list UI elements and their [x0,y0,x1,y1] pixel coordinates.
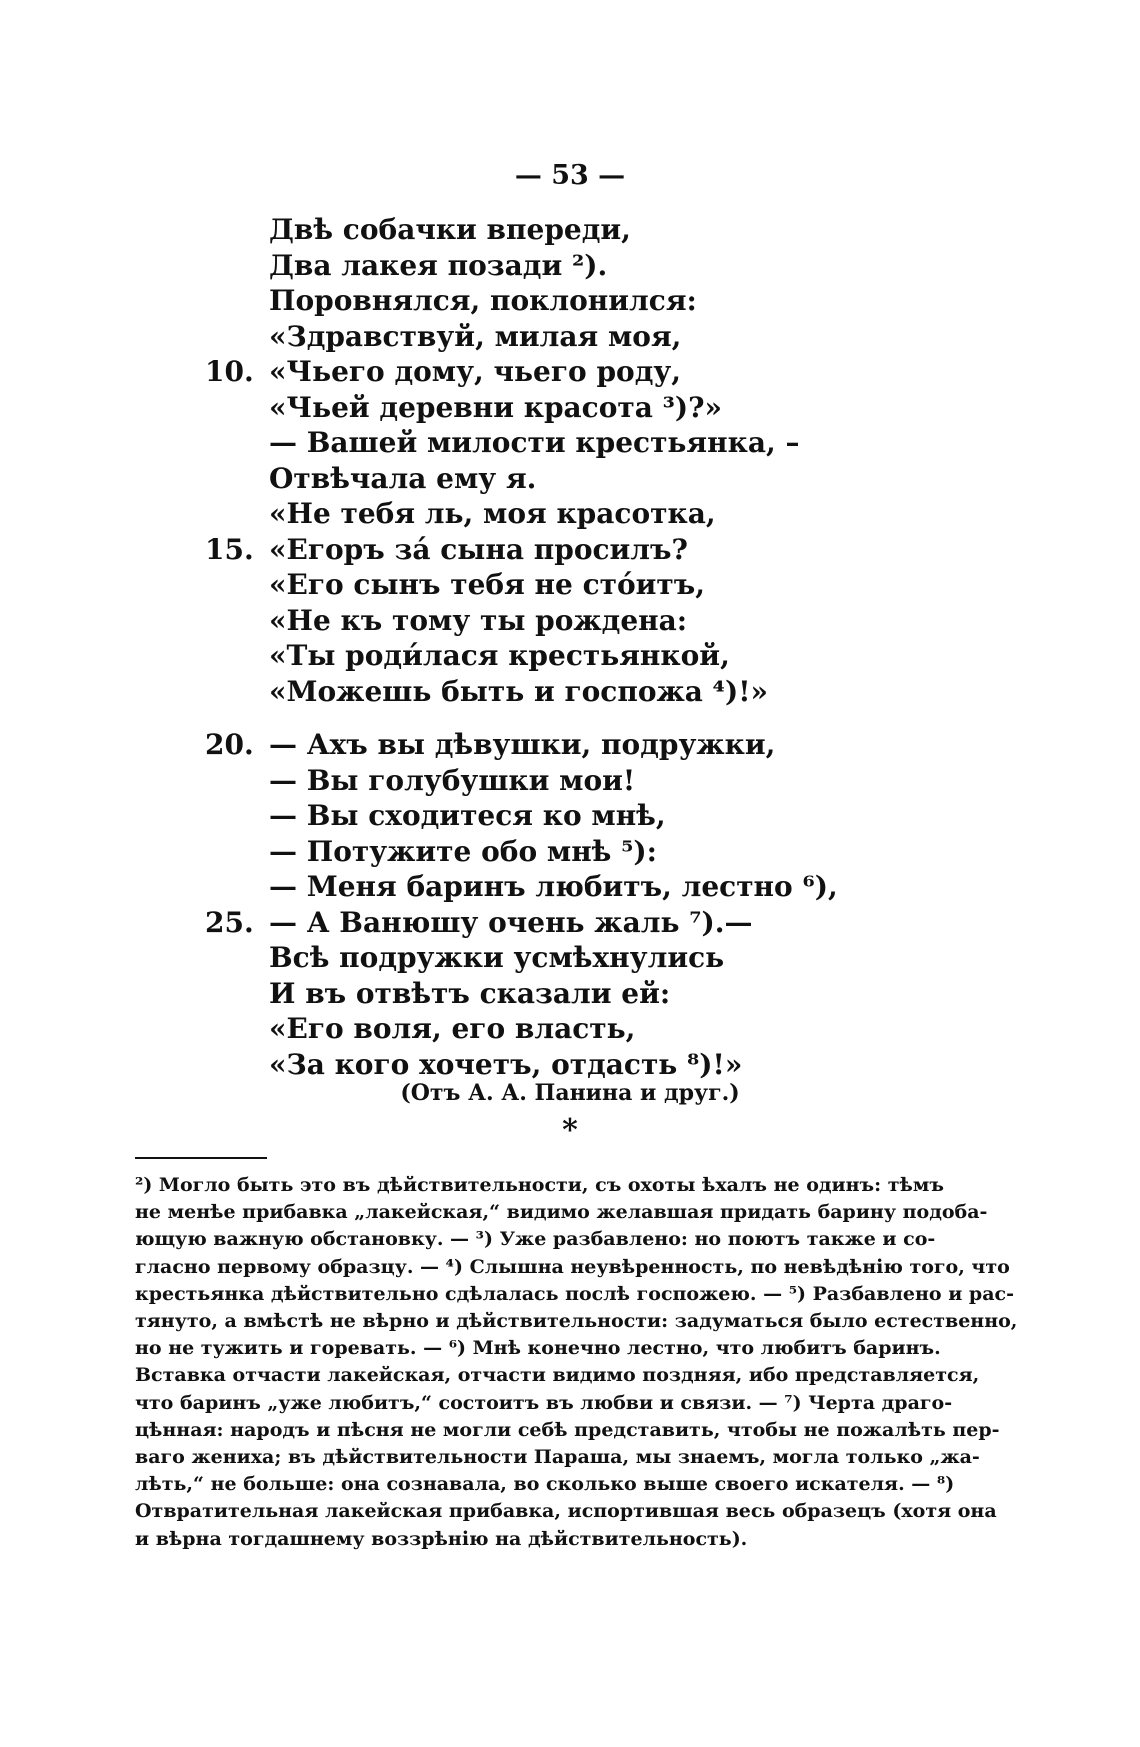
verse-line [205,869,838,905]
verse-line [205,319,725,355]
footnote-line: и вѣрна тогдашнему воззрѣнію на дѣйствительность). [135,1527,748,1550]
verse-line [205,905,753,941]
verse-text: «Его воля, его власть, [269,1012,636,1045]
verse-text: — А Ванюшу очень жаль ⁷).— [269,905,753,939]
line-number: 15. [205,532,254,566]
verse-text: «Его сынъ тебя не сто́итъ, [269,568,706,601]
section-separator: * [562,1113,578,1148]
verse-text: И въ отвѣтъ сказали ей: [269,976,671,1010]
footnote-line: ющую важную обстановку. — ³) Уже разбавлено: но поютъ также и со- [135,1228,936,1251]
verse-text: — Вашей милости крестьянка, – [269,426,800,459]
line-number: 25. [205,905,254,939]
footnote-line: лѣть,“ не больше: она сознавала, во сколько выше своего искателя. — ⁸) [135,1473,955,1496]
verse-line [205,674,768,710]
stanza [205,727,838,1082]
verse-line [205,461,725,497]
verse-line [205,763,725,799]
footnote-line: Отвратительная лакейская прибавка, испортившая весь образецъ (хотя она [135,1500,997,1523]
footnote-line: но не тужить и горевать. — ⁶) Мнѣ конечно лестно, что любитъ баринъ. [135,1337,941,1360]
footnote-rule [135,1157,267,1159]
verse-text: Два лакея позади ²). [269,248,608,282]
verse-line [205,940,725,976]
footnote-line: ²) Могло быть это въ дѣйствительности, съ охоты ѣхалъ не одинъ: тѣмъ [135,1174,944,1196]
verse-line [205,212,725,248]
verse-line [205,567,725,603]
source-attribution: (Отъ А. А. Панина и друг.) [400,1080,740,1106]
footnote-line: цѣнная: народъ и пѣсня не могли себѣ представить, чтобы не пожалѣть пер- [135,1418,1000,1441]
verse-text: Поровнялся, поклонился: [269,284,697,317]
verse-text: Отвѣчала ему я. [269,461,537,495]
footnote-line: гласно первому образцу. — ⁴) Слышна неувѣренность, по невѣдѣнію того, что [135,1255,1010,1278]
poem [205,212,838,1082]
footnote-line: что баринъ „уже любитъ,“ состоитъ въ любви и связи. — ⁷) Черта драго- [135,1391,953,1414]
verse-text: — Меня баринъ любитъ, лестно ⁶), [269,870,838,903]
verse-text: «Здравствуй, милая моя, [269,319,682,353]
verse-text: «Егоръ за́ сына просилъ? [269,532,688,566]
verse-line [205,425,800,461]
verse-text: — Вы голубушки мои! [269,763,636,797]
verse-line [205,390,725,426]
verse-text: Всѣ подружки усмѣхнулись [269,941,725,974]
footnote-line: тянуто, а вмѣстѣ не вѣрно и дѣйствительности: задуматься было естественно, [135,1310,1018,1333]
verse-text: «Ты роди́лася крестьянкой, [269,639,730,672]
verse-text: «Не тебя ль, моя красотка, [269,497,716,530]
verse-line [205,354,725,390]
verse-text: «За кого хочетъ, отдасть ⁸)!» [269,1047,743,1081]
footnote-line: Вставка отчасти лакейская, отчасти видимо поздняя, ибо представляется, [135,1364,980,1387]
verse-line [205,834,725,870]
verse-line [205,798,725,834]
verse-line [205,727,776,763]
verse-text: «Можешь быть и госпожа ⁴)!» [269,674,768,708]
verse-line [205,532,725,568]
stanza [205,212,800,709]
verse-line [205,1011,725,1047]
footnote-line: крестьянка дѣйствительно сдѣлалась послѣ госпожею. — ⁵) Разбавлено и рас- [135,1282,1014,1305]
verse-line [205,603,725,639]
verse-line [205,1047,743,1083]
verse-line [205,248,725,284]
verse-text: Двѣ собачки впереди, [269,213,631,246]
footnote-line: ваго жениха; въ дѣйствительности Параша, мы знаемъ, могла только „жа- [135,1446,980,1469]
verse-text: — Ахъ вы дѣвушки, подружки, [269,728,776,761]
footnotes [135,1172,1018,1553]
footnote-line: не менѣе прибавка „лакейская,“ видимо желавшая придать барину подоба- [135,1201,988,1224]
verse-text: — Вы сходитеся ко мнѣ, [269,799,666,832]
verse-line [205,976,725,1012]
verse-text: «Чьего дому, чьего роду, [269,355,682,388]
line-number: 20. [205,728,254,761]
verse-line [205,638,730,674]
verse-text: «Не къ тому ты рождена: [269,603,688,637]
verse-text: «Чьей деревни красота ³)?» [269,390,723,424]
line-number: 10. [205,355,254,388]
verse-line [205,283,725,319]
verse-line [205,496,725,532]
page-number: — 53 — [514,160,626,191]
verse-text: — Потужите обо мнѣ ⁵): [269,834,657,868]
